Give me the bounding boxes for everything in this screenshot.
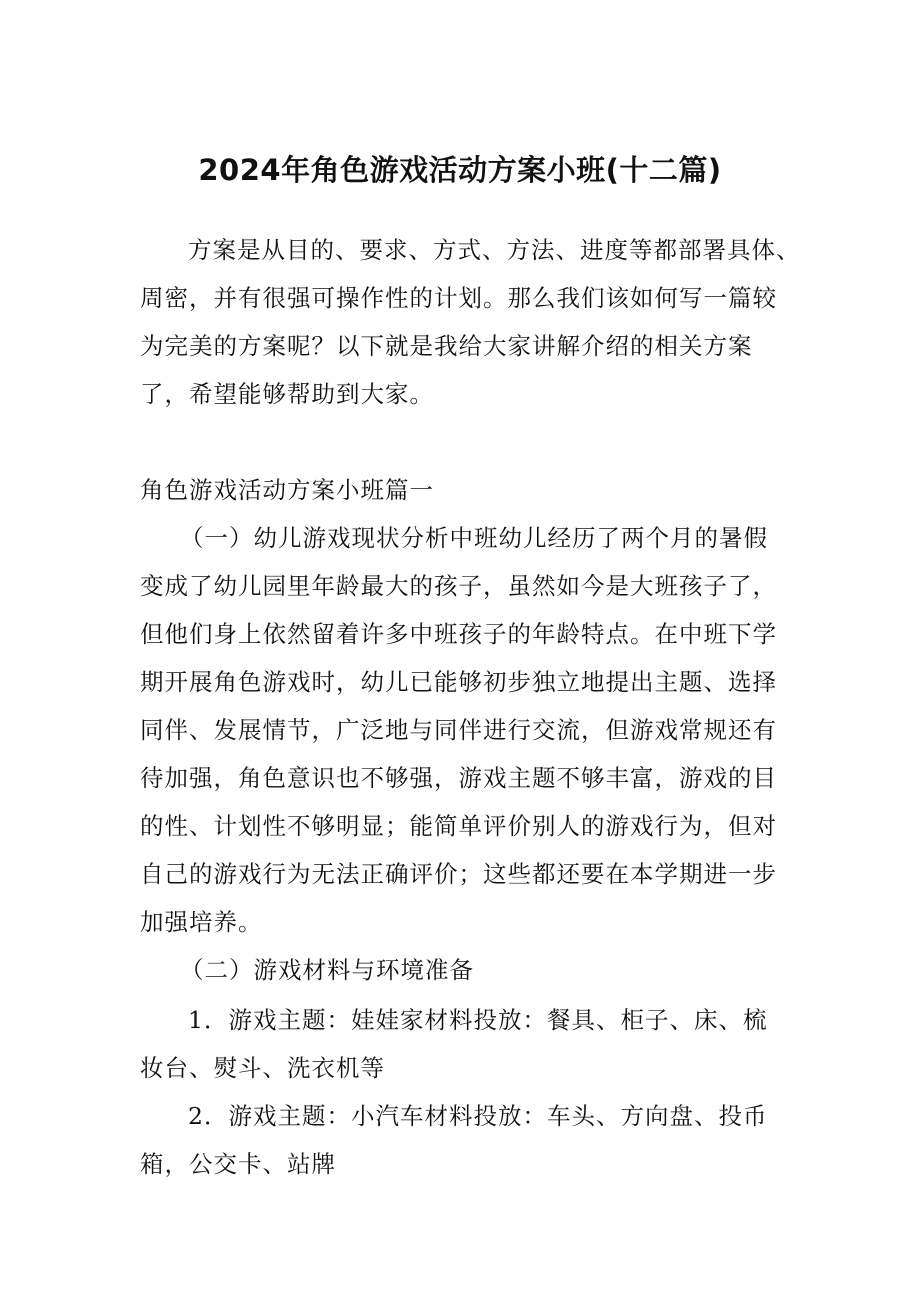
analysis-line: 的性、计划性不够明显；能简单评价别人的游戏行为，但对 [140, 812, 777, 840]
intro-line: 为完美的方案呢？以下就是我给大家讲解介绍的相关方案 [140, 332, 753, 360]
analysis-line: 自己的游戏行为无法正确评价；这些都还要在本学期进一步 [140, 860, 777, 888]
analysis-paragraph [140, 514, 800, 946]
item-1-line: 妆台、熨斗、洗衣机等 [140, 1054, 385, 1082]
item-2-line: 箱，公交卡、站牌 [140, 1150, 336, 1178]
analysis-line: 期开展角色游戏时，幼儿已能够初步独立地提出主题、选择 [140, 668, 777, 696]
item-1-paragraph [140, 996, 800, 1092]
analysis-line: 待加强，角色意识也不够强，游戏主题不够丰富，游戏的目 [140, 764, 777, 792]
analysis-line: 变成了幼儿园里年龄最大的孩子，虽然如今是大班孩子了， [140, 572, 777, 600]
intro-line: 了，希望能够帮助到大家。 [140, 380, 434, 408]
analysis-line: 但他们身上依然留着许多中班孩子的年龄特点。在中班下学 [140, 620, 777, 648]
item-2-paragraph [140, 1092, 800, 1188]
section-heading: 角色游戏活动方案小班篇一 [140, 476, 434, 504]
analysis-line: 加强培养。 [140, 908, 263, 936]
item-2-line: 2．游戏主题：小汽车材料投放：车头、方向盘、投币 [188, 1102, 768, 1130]
intro-line: 方案是从目的、要求、方式、方法、进度等都部署具体、 [188, 236, 801, 264]
materials-heading: （二）游戏材料与环境准备 [180, 956, 474, 984]
analysis-line: 同伴、发展情节，广泛地与同伴进行交流，但游戏常规还有 [140, 716, 777, 744]
intro-paragraph [140, 226, 800, 418]
item-1-line: 1．游戏主题：娃娃家材料投放：餐具、柜子、床、梳 [188, 1006, 768, 1034]
materials-heading-block [140, 946, 800, 994]
document-title: 2024年角色游戏活动方案小班(十二篇) [198, 153, 722, 187]
intro-line: 周密，并有很强可操作性的计划。那么我们该如何写一篇较 [140, 284, 777, 312]
section-heading-block [140, 466, 800, 514]
analysis-line: （一）幼儿游戏现状分析中班幼儿经历了两个月的暑假 [180, 524, 768, 552]
